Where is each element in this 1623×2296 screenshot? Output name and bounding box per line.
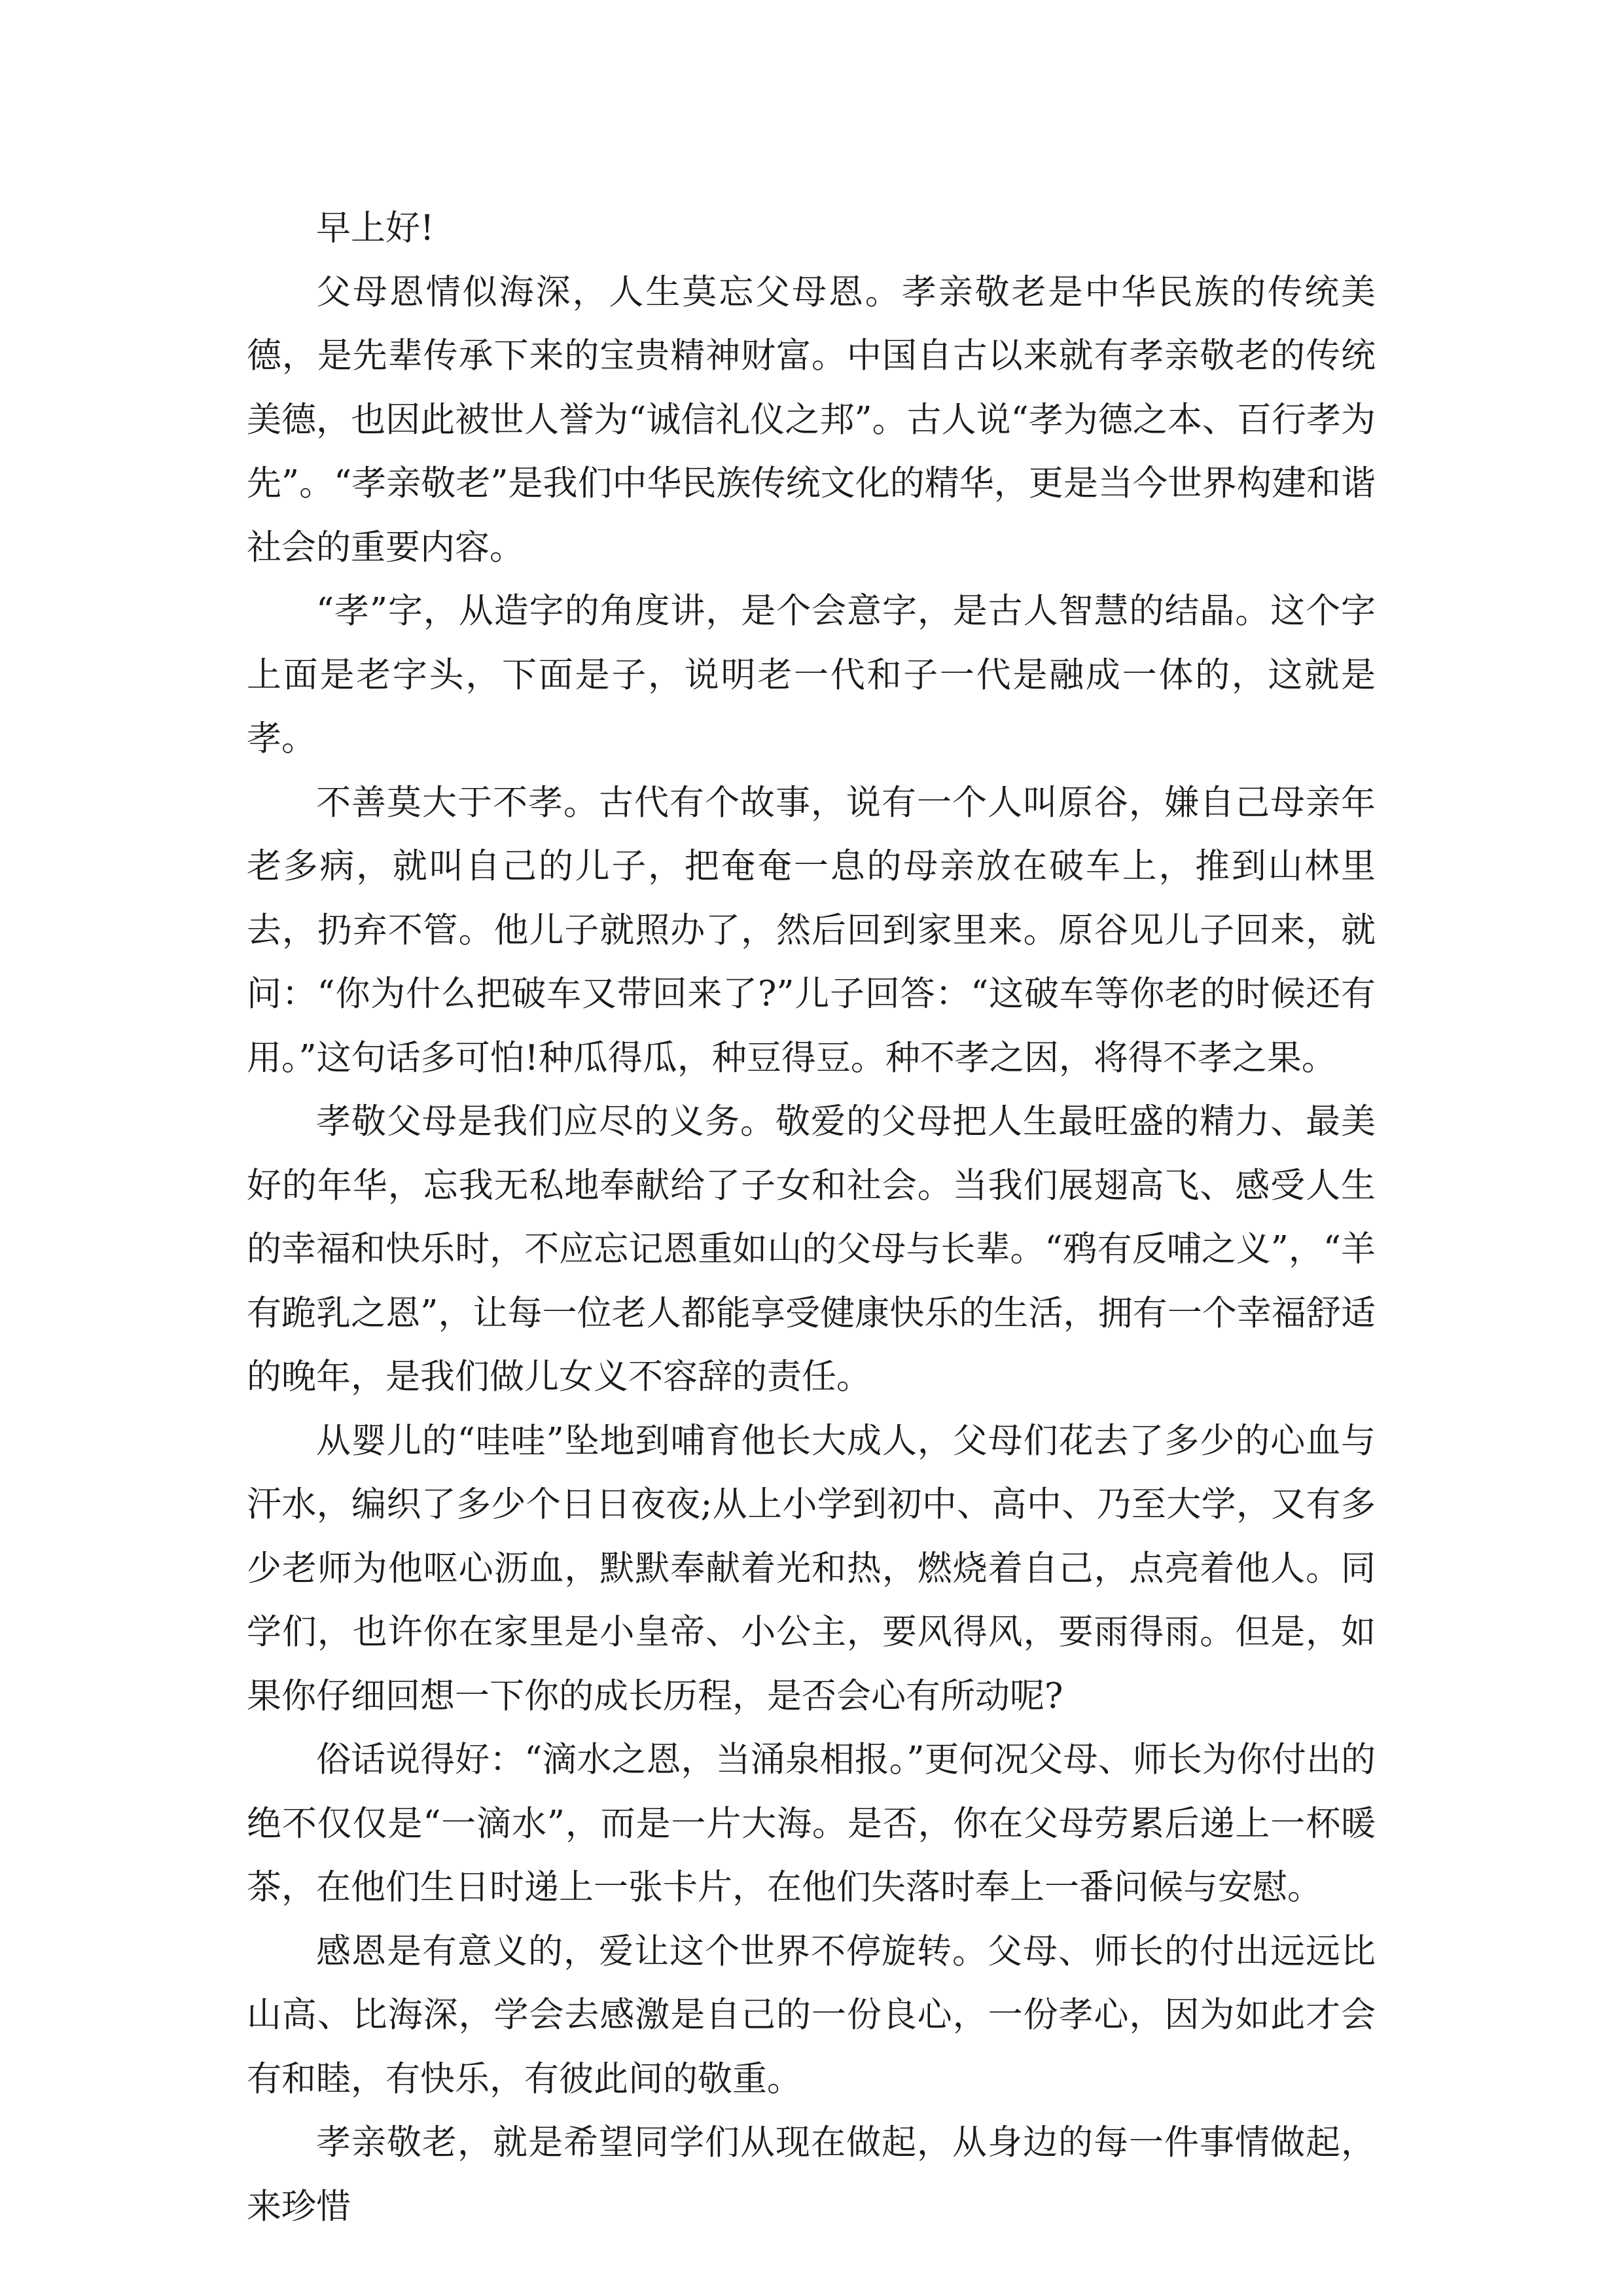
greeting-paragraph: 早上好! [316,208,435,248]
body-paragraph: 从婴儿的“哇哇”坠地到哺育他长大成人，父母们花去了多少的心血与汗水，编织了多少个日日夜夜;从上小学到初中、高中、乃至大学，又有多少老师为他呕心沥血，默默奉献着光和热，燃烧着自己，点亮着他人。同学们，也许你在家里是小皇帝、小公主，要风得风，要雨得雨。但是，如果你仔细回想一下你的成长历程，是否会心有所动呢? [247,1420,1376,1716]
body-paragraph: 孝敬父母是我们应尽的义务。敬爱的父母把人生最旺盛的精力、最美好的年华，忘我无私地奉献给了子女和社会。当我们展翅高飞、感受人生的幸福和快乐时，不应忘记恩重如山的父母与长辈。“鸦有反哺之义”，“羊有跪乳之恩”，让每一位老人都能享受健康快乐的生活，拥有一个幸福舒适的晚年，是我们做儿女义不容辞的责任。 [247,1102,1376,1397]
body-paragraph: 俗话说得好：“滴水之恩，当涌泉相报。”更何况父母、师长为你付出的绝不仅仅是“一滴水”，而是一片大海。是否，你在父母劳累后递上一杯暖茶，在他们生日时递上一张卡片，在他们失落时奉上一番问候与安慰。 [247,1740,1376,1907]
body-paragraph: 父母恩情似海深，人生莫忘父母恩。孝亲敬老是中华民族的传统美德，是先辈传承下来的宝贵精神财富。中国自古以来就有孝亲敬老的传统美德，也因此被世人誉为“诚信礼仪之邦”。古人说“孝为德之本、百行孝为先”。“孝亲敬老”是我们中华民族传统文化的精华，更是当今世界构建和谐社会的重要内容。 [247,272,1376,567]
body-paragraph: 感恩是有意义的，爱让这个世界不停旋转。父母、师长的付出远远比山高、比海深，学会去感激是自己的一份良心，一份孝心，因为如此才会有和睦，有快乐，有彼此间的敬重。 [247,1931,1376,2099]
body-paragraph: 孝亲敬老，就是希望同学们从现在做起，从身边的每一件事情做起，来珍惜 [247,2123,1376,2227]
body-paragraph: 不善莫大于不孝。古代有个故事，说有一个人叫原谷，嫌自己母亲年老多病，就叫自己的儿子，把奄奄一息的母亲放在破车上，推到山林里去，扔弃不管。他儿子就照办了，然后回到家里来。原谷见儿子回来，就问：“你为什么把破车又带回来了?”儿子回答：“这破车等你老的时候还有用。”这句话多可怕!种瓜得瓜，种豆得豆。种不孝之因，将得不孝之果。 [247,782,1376,1078]
speech-body [247,196,1376,2238]
body-paragraph: “孝”字，从造字的角度讲，是个会意字，是古人智慧的结晶。这个字上面是老字头，下面是子，说明老一代和子一代是融成一体的，这就是孝。 [247,591,1376,759]
